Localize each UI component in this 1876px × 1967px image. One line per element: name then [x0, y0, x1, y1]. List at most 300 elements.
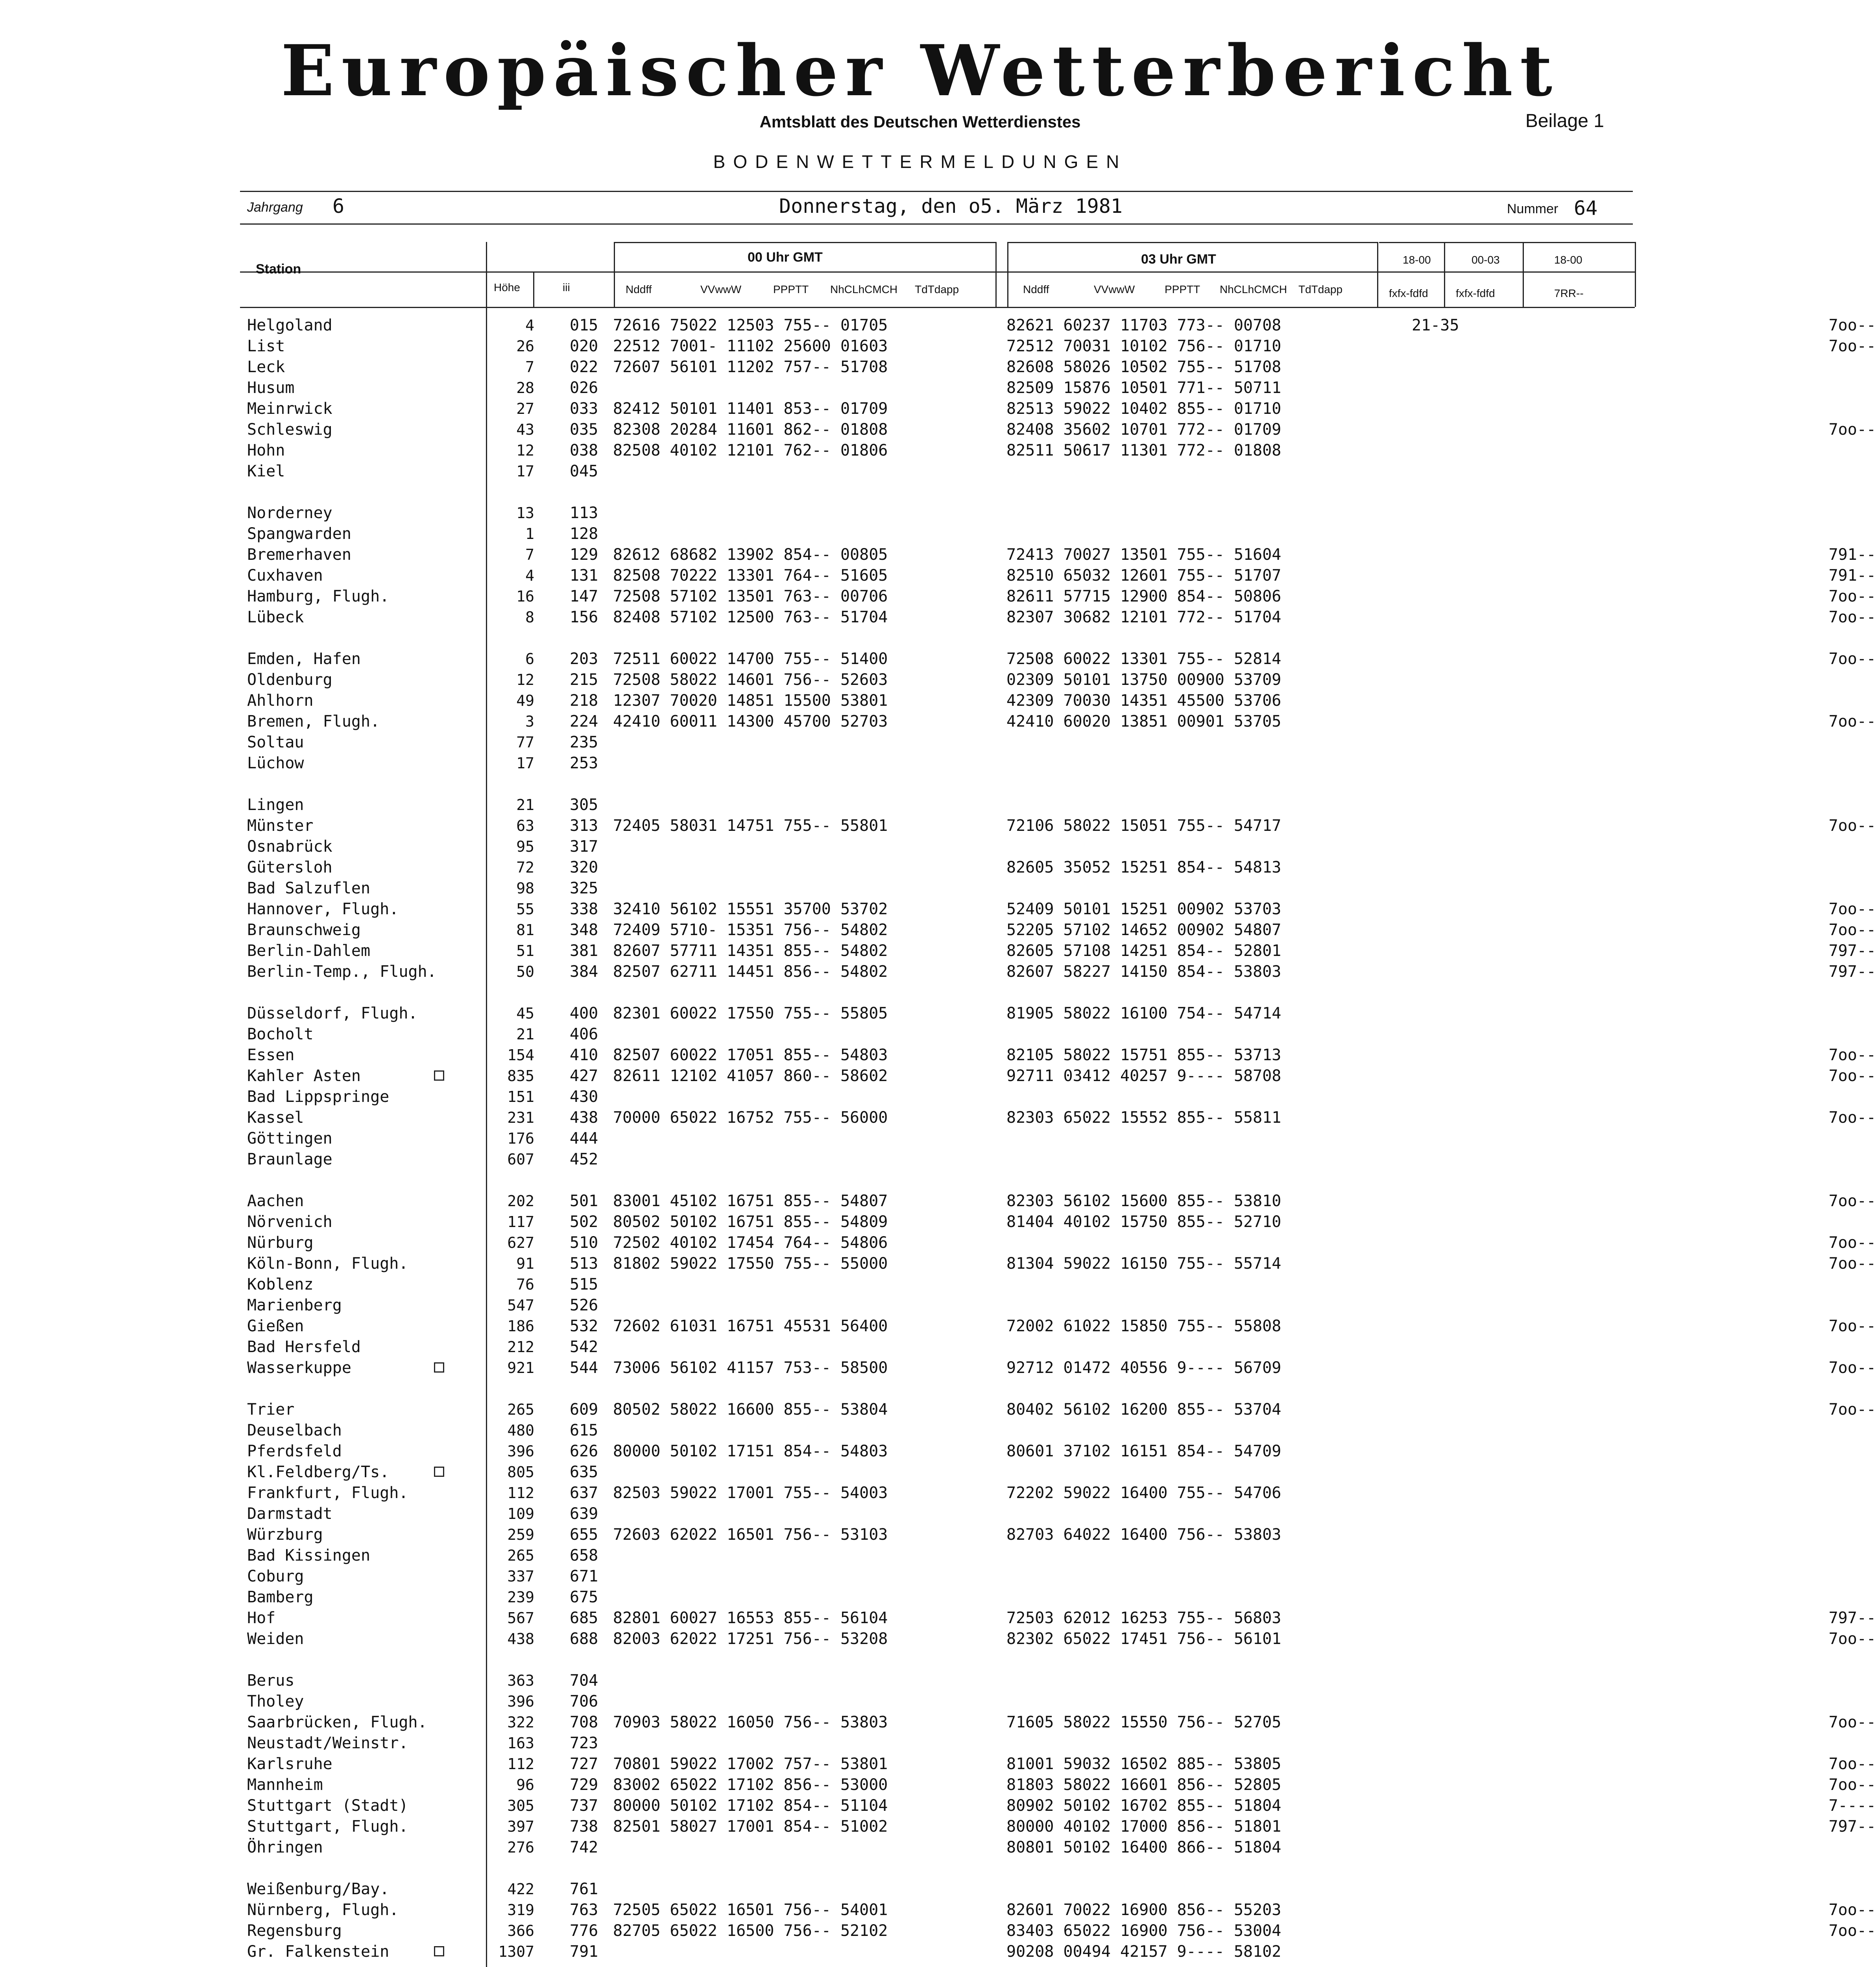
precip-18-00: 7oo-- [1828, 1234, 1876, 1252]
station-height: 17 [516, 755, 534, 772]
station-height: 7 [525, 358, 534, 376]
open-square-icon [434, 1362, 444, 1373]
station-name: Berlin-Dahlem [247, 942, 371, 960]
station-name: Pferdsfeld [247, 1442, 342, 1460]
obs-03-gmt: 80902 50102 16702 855-- 51804 [1006, 1797, 1281, 1815]
station-name: Stuttgart (Stadt) [247, 1797, 408, 1815]
obs-03-gmt: 72002 61022 15850 755-- 55808 [1006, 1317, 1281, 1335]
station-name: Karlsruhe [247, 1755, 332, 1773]
station-number: 655 [570, 1526, 598, 1544]
precip-18-00: 7oo-- [1828, 1922, 1876, 1940]
station-number: 626 [570, 1442, 598, 1460]
station-height: 112 [507, 1484, 534, 1502]
obs-00-gmt: 82801 60027 16553 855-- 56104 [613, 1609, 888, 1627]
station-name: Helgoland [247, 316, 332, 334]
station-height: 117 [507, 1213, 534, 1231]
divider-top [240, 191, 1633, 192]
station-number: 761 [570, 1880, 598, 1898]
obs-03-gmt: 82513 59022 10402 855-- 01710 [1006, 400, 1281, 418]
obs-00-gmt: 82508 40102 12101 762-- 01806 [613, 441, 888, 459]
open-square-icon [434, 1467, 444, 1477]
obs-00-gmt: 83002 65022 17102 856-- 53000 [613, 1776, 888, 1794]
station-height: 12 [516, 671, 534, 688]
station-height: 45 [516, 1005, 534, 1022]
station-number: 203 [570, 650, 598, 668]
station-number: 015 [570, 316, 598, 334]
station-number: 708 [570, 1713, 598, 1731]
obs-03-gmt: 52205 57102 14652 00902 54807 [1006, 921, 1281, 939]
station-name: Gütersloh [247, 858, 332, 876]
precip-18-00: 7oo-- [1828, 587, 1876, 605]
column-rule-r2 [1523, 242, 1524, 307]
obs-03-gmt: 80402 56102 16200 855-- 53704 [1006, 1401, 1281, 1419]
station-height: 805 [507, 1463, 534, 1481]
obs-03-gmt: 82605 35052 15251 854-- 54813 [1006, 858, 1281, 876]
station-name: Gießen [247, 1317, 304, 1335]
obs-00-gmt: 72607 56101 11202 757-- 51708 [613, 358, 888, 376]
station-number: 410 [570, 1046, 598, 1064]
obs-03-gmt: 82302 65022 17451 756-- 56101 [1006, 1630, 1281, 1648]
station-name: Neustadt/Weinstr. [247, 1734, 408, 1752]
station-number: 738 [570, 1818, 598, 1836]
jahrgang-label: Jahrgang [247, 200, 303, 215]
station-height: 627 [507, 1234, 534, 1251]
station-name: Bad Salzuflen [247, 879, 371, 897]
obs-03-gmt: 71605 58022 15550 756-- 52705 [1006, 1713, 1281, 1731]
station-name: Tholey [247, 1692, 304, 1711]
obs-03-gmt: 42309 70030 14351 45500 53706 [1006, 692, 1281, 710]
precip-18-00: 7oo-- [1828, 900, 1876, 918]
station-name: Saarbrücken, Flugh. [247, 1713, 427, 1731]
station-height: 396 [507, 1443, 534, 1460]
obs-00-gmt: 82003 62022 17251 756-- 53208 [613, 1630, 888, 1648]
precip-18-00: 7oo-- [1828, 1255, 1876, 1273]
column-rule-group03-end [1377, 242, 1378, 307]
header-line-bottom [240, 307, 1635, 308]
station-number: 639 [570, 1505, 598, 1523]
column-rule-group00 [614, 242, 615, 307]
station-name: Hannover, Flugh. [247, 900, 399, 918]
station-name: Mannheim [247, 1776, 323, 1794]
obs-00-gmt: 72508 57102 13501 763-- 00706 [613, 587, 888, 605]
station-number: 129 [570, 546, 598, 564]
header-r3-sub: 7RR-- [1554, 287, 1584, 299]
obs-03-gmt: 82608 58026 10502 755-- 51708 [1006, 358, 1281, 376]
station-number: 706 [570, 1692, 598, 1711]
header-00-nhcl: NhCLhCMCH [830, 283, 898, 295]
obs-00-gmt: 72508 58022 14601 756-- 52603 [613, 671, 888, 689]
obs-00-gmt: 82408 57102 12500 763-- 51704 [613, 608, 888, 626]
station-height: 163 [507, 1735, 534, 1752]
station-height: 337 [507, 1568, 534, 1585]
station-height: 50 [516, 963, 534, 980]
station-name: Deuselbach [247, 1421, 342, 1439]
station-number: 675 [570, 1588, 598, 1606]
station-height: 13 [516, 504, 534, 522]
header-r1-sub: fxfx-fdfd [1389, 287, 1428, 299]
obs-03-gmt: 72512 70031 10102 756-- 01710 [1006, 337, 1281, 355]
station-height: 16 [516, 588, 534, 605]
precip-18-00: 7oo-- [1828, 921, 1876, 939]
header-00-tdtd: TdTdapp [915, 283, 959, 295]
header-03-nhcl: NhCLhCMCH [1220, 283, 1287, 295]
station-number: 723 [570, 1734, 598, 1752]
station-number: 438 [570, 1109, 598, 1127]
header-03-ppptt: PPPTT [1165, 283, 1200, 295]
station-name: Lüchow [247, 754, 304, 772]
station-height: 27 [516, 400, 534, 417]
column-rule-group03 [1007, 242, 1008, 307]
station-name: Hohn [247, 441, 285, 459]
precip-18-00: 797-- [1828, 963, 1876, 981]
station-name: Regensburg [247, 1922, 342, 1940]
header-r3: 18-00 [1554, 254, 1582, 266]
station-height: 17 [516, 463, 534, 480]
obs-03-gmt: 02309 50101 13750 00900 53709 [1006, 671, 1281, 689]
station-height: 239 [507, 1589, 534, 1606]
obs-00-gmt: 70000 65022 16752 755-- 56000 [613, 1109, 888, 1127]
station-height: 28 [516, 379, 534, 397]
station-number: 305 [570, 796, 598, 814]
station-number: 502 [570, 1213, 598, 1231]
station-number: 235 [570, 733, 598, 751]
station-number: 313 [570, 817, 598, 835]
obs-00-gmt: 82507 62711 14451 856-- 54802 [613, 963, 888, 981]
station-number: 131 [570, 566, 598, 585]
precip-18-00: 7oo-- [1828, 1713, 1876, 1731]
station-name: Bad Kissingen [247, 1546, 371, 1565]
station-name: Schleswig [247, 421, 332, 439]
station-name: Emden, Hafen [247, 650, 361, 668]
obs-03-gmt: 82611 57715 12900 854-- 50806 [1006, 587, 1281, 605]
station-number: 501 [570, 1192, 598, 1210]
obs-03-gmt: 81304 59022 16150 755-- 55714 [1006, 1255, 1281, 1273]
station-height: 921 [507, 1359, 534, 1377]
report-title: Europäischer Wetterbericht [281, 30, 1560, 112]
precip-18-00: 797-- [1828, 1818, 1876, 1836]
station-height: 4 [525, 317, 534, 334]
precip-18-00: 791-- [1828, 566, 1876, 585]
obs-00-gmt: 82705 65022 16500 756-- 52102 [613, 1922, 888, 1940]
precip-18-00: 7oo-- [1828, 608, 1876, 626]
section-heading: BODENWETTERMELDUNGEN [713, 151, 1127, 172]
obs-00-gmt: 80502 58022 16600 855-- 53804 [613, 1401, 888, 1419]
station-number: 033 [570, 400, 598, 418]
station-height: 151 [507, 1088, 534, 1105]
obs-03-gmt: 92712 01472 40556 9---- 56709 [1006, 1359, 1281, 1377]
station-height: 176 [507, 1130, 534, 1147]
station-number: 609 [570, 1401, 598, 1419]
station-number: 542 [570, 1338, 598, 1356]
obs-03-gmt: 82607 58227 14150 854-- 53803 [1006, 963, 1281, 981]
obs-00-gmt: 82612 68682 13902 854-- 00805 [613, 546, 888, 564]
station-name: Nörvenich [247, 1213, 332, 1231]
station-name: Würzburg [247, 1526, 323, 1544]
station-number: 218 [570, 692, 598, 710]
gust-18-00: 21-35 [1412, 316, 1459, 334]
column-rule-group00-end [995, 242, 997, 307]
station-name: Bad Lippspringe [247, 1088, 390, 1106]
station-number: 737 [570, 1797, 598, 1815]
precip-18-00: 7oo-- [1828, 337, 1876, 355]
obs-03-gmt: 83403 65022 16900 756-- 53004 [1006, 1922, 1281, 1940]
station-name: Stuttgart, Flugh. [247, 1818, 408, 1836]
station-height: 55 [516, 900, 534, 918]
header-r2: 00-03 [1472, 254, 1500, 266]
station-number: 406 [570, 1025, 598, 1043]
station-height: 202 [507, 1192, 534, 1210]
station-height: 397 [507, 1818, 534, 1835]
station-height: 607 [507, 1151, 534, 1168]
station-number: 147 [570, 587, 598, 605]
obs-00-gmt: 82412 50101 11401 853-- 01709 [613, 400, 888, 418]
station-height: 76 [516, 1276, 534, 1293]
station-name: Berus [247, 1672, 295, 1690]
station-name: Bremerhaven [247, 546, 351, 564]
header-group03: 03 Uhr GMT [1141, 252, 1216, 267]
station-name: Ahlhorn [247, 692, 314, 710]
obs-03-gmt: 82105 58022 15751 855-- 53713 [1006, 1046, 1281, 1064]
station-number: 026 [570, 379, 598, 397]
station-height: 63 [516, 817, 534, 834]
station-number: 384 [570, 963, 598, 981]
station-name: Meinrwick [247, 400, 332, 418]
station-height: 21 [516, 796, 534, 814]
station-number: 688 [570, 1630, 598, 1648]
obs-03-gmt: 82703 64022 16400 756-- 53803 [1006, 1526, 1281, 1544]
station-height: 396 [507, 1693, 534, 1710]
obs-00-gmt: 70801 59022 17002 757-- 53801 [613, 1755, 888, 1773]
obs-03-gmt: 90208 00494 42157 9---- 58102 [1006, 1943, 1281, 1961]
obs-00-gmt: 42410 60011 14300 45700 52703 [613, 712, 888, 731]
station-name: Oldenburg [247, 671, 332, 689]
station-name: Kassel [247, 1109, 304, 1127]
station-number: 038 [570, 441, 598, 459]
precip-18-00: 7oo-- [1828, 421, 1876, 439]
station-number: 729 [570, 1776, 598, 1794]
station-height: 72 [516, 859, 534, 876]
station-name: Braunlage [247, 1150, 332, 1168]
nummer-label: Nummer [1507, 201, 1558, 216]
precip-18-00: 7oo-- [1828, 1755, 1876, 1773]
precip-18-00: 7oo-- [1828, 1776, 1876, 1794]
header-r1: 18-00 [1403, 254, 1431, 266]
station-height: 835 [507, 1067, 534, 1085]
station-number: 776 [570, 1922, 598, 1940]
station-height: 43 [516, 421, 534, 438]
station-number: 338 [570, 900, 598, 918]
open-square-icon [434, 1946, 444, 1956]
obs-03-gmt: 80601 37102 16151 854-- 54709 [1006, 1442, 1281, 1460]
station-number: 348 [570, 921, 598, 939]
station-number: 685 [570, 1609, 598, 1627]
obs-03-gmt: 82509 15876 10501 771-- 50711 [1006, 379, 1281, 397]
station-number: 526 [570, 1296, 598, 1314]
header-line-00 [614, 242, 995, 243]
obs-03-gmt: 72508 60022 13301 755-- 52814 [1006, 650, 1281, 668]
precip-18-00: 7oo-- [1828, 1067, 1876, 1085]
precip-18-00: 7---- [1828, 1797, 1876, 1815]
obs-00-gmt: 82501 58027 17001 854-- 51002 [613, 1818, 888, 1836]
obs-00-gmt: 72505 65022 16501 756-- 54001 [613, 1901, 888, 1919]
header-03-vvwww: VVwwW [1094, 283, 1135, 295]
station-number: 156 [570, 608, 598, 626]
station-number: 430 [570, 1088, 598, 1106]
station-name: Göttingen [247, 1129, 332, 1148]
station-height: 51 [516, 942, 534, 960]
precip-18-00: 7oo-- [1828, 1109, 1876, 1127]
station-number: 020 [570, 337, 598, 355]
beilage-label: Beilage 1 [1525, 111, 1604, 131]
precip-18-00: 7oo-- [1828, 1630, 1876, 1648]
station-number: 704 [570, 1672, 598, 1690]
obs-00-gmt: 82503 59022 17001 755-- 54003 [613, 1484, 888, 1502]
report-date: Donnerstag, den o5. März 1981 [779, 195, 1123, 218]
station-number: 317 [570, 838, 598, 856]
station-name: Wasserkuppe [247, 1359, 351, 1377]
obs-00-gmt: 72511 60022 14700 755-- 51400 [613, 650, 888, 668]
obs-03-gmt: 82601 70022 16900 856-- 55203 [1006, 1901, 1281, 1919]
station-name: Kahler Asten [247, 1067, 361, 1085]
station-number: 400 [570, 1004, 598, 1022]
station-number: 637 [570, 1484, 598, 1502]
station-height: 186 [507, 1317, 534, 1335]
precip-18-00: 7oo-- [1828, 316, 1876, 334]
station-height: 98 [516, 880, 534, 897]
station-height: 1 [525, 525, 534, 542]
precip-18-00: 7oo-- [1828, 1317, 1876, 1335]
station-name: Marienberg [247, 1296, 342, 1314]
nummer-value: 64 [1574, 197, 1598, 220]
station-number: 427 [570, 1067, 598, 1085]
station-height: 49 [516, 692, 534, 709]
obs-00-gmt: 80000 50102 17151 854-- 54803 [613, 1442, 888, 1460]
precip-18-00: 791-- [1828, 546, 1876, 564]
station-name: Hof [247, 1609, 276, 1627]
station-height: 12 [516, 442, 534, 459]
obs-03-gmt: 81404 40102 15750 855-- 52710 [1006, 1213, 1281, 1231]
station-name: Darmstadt [247, 1505, 332, 1523]
obs-00-gmt: 80000 50102 17102 854-- 51104 [613, 1797, 888, 1815]
obs-00-gmt: 82607 57711 14351 855-- 54802 [613, 942, 888, 960]
precip-18-00: 7oo-- [1828, 817, 1876, 835]
station-height: 21 [516, 1026, 534, 1043]
header-r2-sub: fxfx-fdfd [1456, 287, 1495, 299]
station-height: 366 [507, 1922, 534, 1939]
obs-00-gmt: 72616 75022 12503 755-- 01705 [613, 316, 888, 334]
obs-03-gmt: 82307 30682 12101 772-- 51704 [1006, 608, 1281, 626]
station-height: 422 [507, 1880, 534, 1898]
station-number: 727 [570, 1755, 598, 1773]
precip-18-00: 7oo-- [1828, 1046, 1876, 1064]
station-number: 544 [570, 1359, 598, 1377]
obs-03-gmt: 82621 60237 11703 773-- 00708 [1006, 316, 1281, 334]
obs-03-gmt: 52409 50101 15251 00902 53703 [1006, 900, 1281, 918]
column-rule-r3 [1635, 242, 1636, 307]
obs-00-gmt: 72502 40102 17454 764-- 54806 [613, 1234, 888, 1252]
obs-00-gmt: 72602 61031 16751 45531 56400 [613, 1317, 888, 1335]
obs-00-gmt: 22512 7001- 11102 25600 01603 [613, 337, 888, 355]
obs-00-gmt: 73006 56102 41157 753-- 58500 [613, 1359, 888, 1377]
station-height: 276 [507, 1839, 534, 1856]
station-height: 212 [507, 1338, 534, 1356]
obs-03-gmt: 81803 58022 16601 856-- 52805 [1006, 1776, 1281, 1794]
precip-18-00: 7oo-- [1828, 1359, 1876, 1377]
obs-00-gmt: 82301 60022 17550 755-- 55805 [613, 1004, 888, 1022]
header-line-03 [1007, 242, 1377, 243]
obs-03-gmt: 72503 62012 16253 755-- 56803 [1006, 1609, 1281, 1627]
obs-00-gmt: 72409 5710- 15351 756-- 54802 [613, 921, 888, 939]
station-number: 325 [570, 879, 598, 897]
station-height: 567 [507, 1609, 534, 1627]
station-number: 615 [570, 1421, 598, 1439]
station-height: 259 [507, 1526, 534, 1543]
station-number: 791 [570, 1943, 598, 1961]
obs-00-gmt: 82308 20284 11601 862-- 01808 [613, 421, 888, 439]
station-name: Norderney [247, 504, 332, 522]
station-name: Berlin-Temp., Flugh. [247, 963, 437, 981]
station-height: 438 [507, 1630, 534, 1648]
station-name: Kl.Feldberg/Ts. [247, 1463, 390, 1481]
station-height: 305 [507, 1797, 534, 1814]
obs-03-gmt: 92711 03412 40257 9---- 58708 [1006, 1067, 1281, 1085]
station-name: Köln-Bonn, Flugh. [247, 1255, 408, 1273]
station-name: Lübeck [247, 608, 304, 626]
obs-03-gmt: 82408 35602 10701 772-- 01709 [1006, 421, 1281, 439]
station-name: Bremen, Flugh. [247, 712, 380, 731]
open-square-icon [434, 1070, 444, 1081]
station-name: Koblenz [247, 1275, 314, 1293]
station-number: 035 [570, 421, 598, 439]
station-number: 215 [570, 671, 598, 689]
obs-00-gmt: 70903 58022 16050 756-- 53803 [613, 1713, 888, 1731]
station-height: 231 [507, 1109, 534, 1126]
station-name: Hamburg, Flugh. [247, 587, 390, 605]
report-subtitle: Amtsblatt des Deutschen Wetterdienstes [759, 113, 1081, 131]
station-number: 635 [570, 1463, 598, 1481]
precip-18-00: 797-- [1828, 942, 1876, 960]
station-name: List [247, 337, 285, 355]
station-height: 109 [507, 1505, 534, 1522]
obs-00-gmt: 81802 59022 17550 755-- 55000 [613, 1255, 888, 1273]
obs-00-gmt: 82507 60022 17051 855-- 54803 [613, 1046, 888, 1064]
station-height: 95 [516, 838, 534, 855]
obs-03-gmt: 82303 56102 15600 855-- 53810 [1006, 1192, 1281, 1210]
header-iii: iii [563, 281, 570, 293]
station-number: 742 [570, 1838, 598, 1856]
station-number: 444 [570, 1129, 598, 1148]
obs-00-gmt: 82508 70222 13301 764-- 51605 [613, 566, 888, 585]
station-name: Nürburg [247, 1234, 314, 1252]
header-station: Station [256, 262, 301, 277]
station-number: 113 [570, 504, 598, 522]
station-number: 452 [570, 1150, 598, 1168]
precip-18-00: 7oo-- [1828, 712, 1876, 731]
station-name: Gr. Falkenstein [247, 1943, 390, 1961]
station-height: 7 [525, 546, 534, 563]
station-name: Braunschweig [247, 921, 361, 939]
station-height: 96 [516, 1776, 534, 1794]
obs-03-gmt: 82303 65022 15552 855-- 55811 [1006, 1109, 1281, 1127]
obs-03-gmt: 82510 65032 12601 755-- 51707 [1006, 566, 1281, 585]
station-name: Weiden [247, 1630, 304, 1648]
precip-18-00: 797-- [1828, 1609, 1876, 1627]
station-number: 658 [570, 1546, 598, 1565]
station-number: 532 [570, 1317, 598, 1335]
station-height: 480 [507, 1422, 534, 1439]
station-number: 253 [570, 754, 598, 772]
header-03-tdtd: TdTdapp [1298, 283, 1343, 295]
